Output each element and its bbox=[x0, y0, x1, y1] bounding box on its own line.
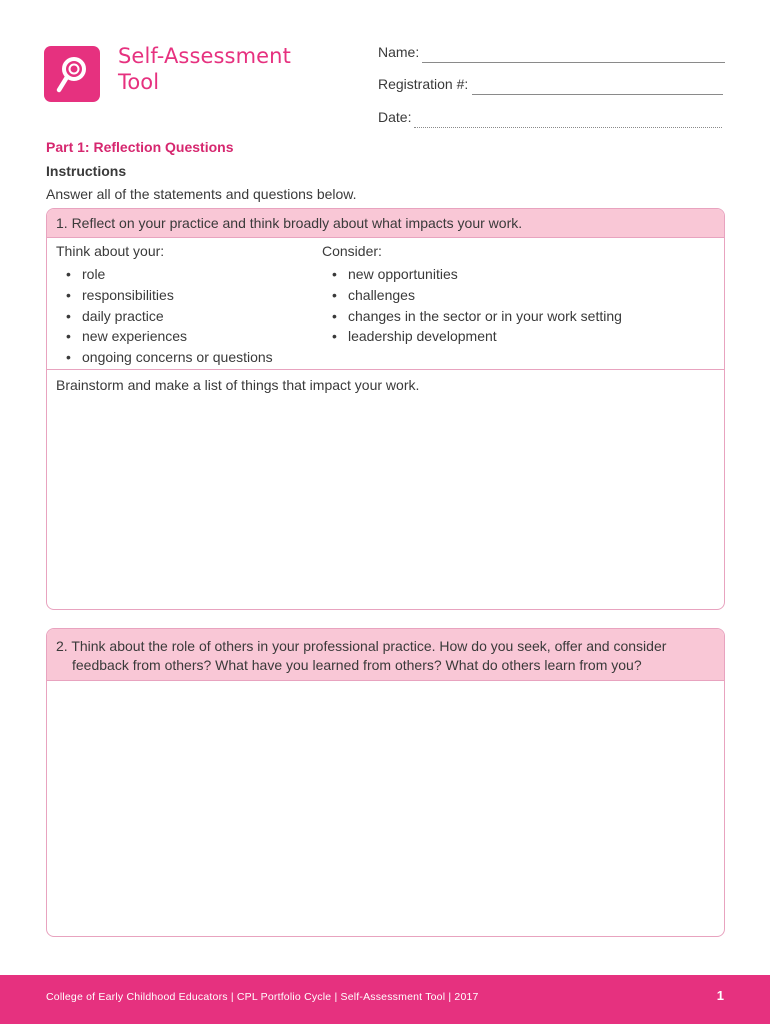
question-1-box bbox=[46, 208, 725, 610]
magnifier-icon bbox=[44, 46, 100, 102]
question-2-answer-area[interactable] bbox=[47, 681, 724, 934]
brainstorm-prompt: Brainstorm and make a list of things that impact your work. bbox=[56, 377, 420, 393]
name-field bbox=[378, 44, 419, 60]
list-item: • role bbox=[56, 264, 273, 285]
date-field bbox=[378, 109, 411, 125]
list-item: • new opportunities bbox=[322, 264, 622, 285]
section-divider bbox=[47, 369, 724, 370]
part-title: Part 1: Reflection Questions bbox=[46, 139, 234, 155]
question-2-prompt-line-1: 2. Think about the role of others in your professional practice. How do you seek, offer and consider bbox=[56, 638, 667, 654]
think-about-heading: Think about your: bbox=[56, 243, 165, 259]
registration-label: Registration #: bbox=[378, 76, 469, 92]
title-line-1: Self-Assessment bbox=[118, 44, 291, 68]
date-label: Date: bbox=[378, 109, 412, 125]
question-1-prompt: 1. Reflect on your practice and think broadly about what impacts your work. bbox=[56, 215, 523, 231]
name-label: Name: bbox=[378, 44, 420, 60]
question-1-header bbox=[47, 209, 724, 238]
date-input-line[interactable] bbox=[414, 127, 722, 128]
list-item: • new experiences bbox=[56, 326, 273, 347]
question-2-box bbox=[46, 628, 725, 937]
think-about-list bbox=[56, 264, 273, 368]
registration-field bbox=[378, 76, 468, 92]
question-2-header bbox=[47, 629, 724, 681]
instructions-heading: Instructions bbox=[46, 163, 127, 179]
consider-list bbox=[322, 264, 622, 347]
footer-bar bbox=[0, 975, 770, 1024]
footer-text: College of Early Childhood Educators | CPL Portfolio Cycle | Self-Assessment Tool | 2017 bbox=[46, 991, 479, 1003]
list-item: • changes in the sector or in your work setting bbox=[322, 306, 622, 327]
brainstorm-answer-area[interactable] bbox=[47, 401, 724, 607]
instructions-text: Answer all of the statements and questions below. bbox=[46, 186, 357, 202]
list-item: • responsibilities bbox=[56, 285, 273, 306]
consider-heading: Consider: bbox=[322, 243, 382, 259]
list-item: • leadership development bbox=[322, 326, 622, 347]
page-number: 1 bbox=[716, 988, 724, 1003]
document-title bbox=[118, 43, 318, 95]
logo-badge bbox=[44, 46, 100, 102]
title-line-2: Tool bbox=[118, 70, 160, 94]
registration-input-line[interactable] bbox=[472, 94, 723, 95]
list-item: • daily practice bbox=[56, 306, 273, 327]
name-input-line[interactable] bbox=[422, 62, 725, 63]
list-item: • challenges bbox=[322, 285, 622, 306]
question-2-prompt-line-2: feedback from others? What have you learned from others? What do others learn from you? bbox=[72, 657, 642, 673]
list-item: • ongoing concerns or questions bbox=[56, 347, 273, 368]
